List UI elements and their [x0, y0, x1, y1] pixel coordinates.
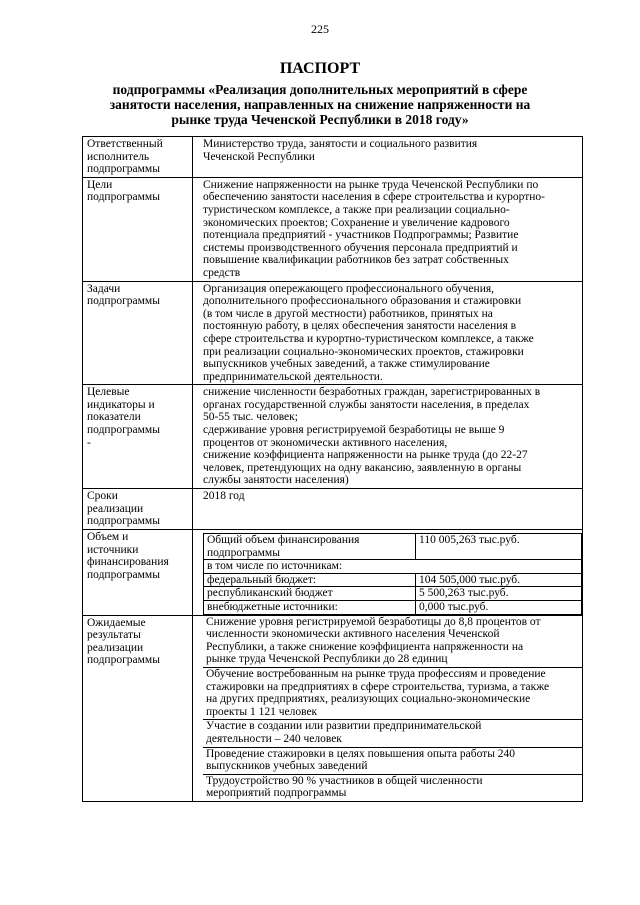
result-text	[203, 774, 582, 801]
label-line: источники	[87, 543, 139, 556]
terms-label	[83, 489, 193, 530]
result-line: рынке труда Чеченской Республики до 28 единиц	[206, 653, 448, 666]
total-label-line: Общий объем финансирования	[207, 534, 360, 547]
source-label: внебюджетные источники:	[204, 601, 416, 615]
passport-table	[82, 136, 583, 802]
label-line: подпрограммы	[87, 191, 160, 204]
financing-value	[193, 530, 583, 616]
value-line: дополнительного профессионального образования и стажировки	[203, 295, 522, 308]
results-label	[83, 615, 193, 801]
result-line: стажировки на предприятиях в сфере строительства, туризма, а также	[206, 680, 550, 693]
value-line: (в том числе в другой местности) работников, принятых на	[203, 307, 493, 320]
result-item	[203, 720, 582, 747]
value-line: процентов от экономически активного населения,	[203, 436, 448, 449]
label-line: Объем и	[87, 531, 129, 544]
row-terms	[83, 489, 583, 530]
financing-label	[83, 530, 193, 616]
value-line: потенциала предприятий - участников Подпрограммы; Развитие	[203, 229, 519, 242]
result-text	[203, 667, 582, 719]
executor-value	[193, 137, 583, 178]
page-number: 225	[311, 22, 329, 36]
label-line: финансирования	[87, 556, 169, 569]
value-line: Министерство труда, занятости и социального развития	[203, 138, 478, 150]
value-line: снижение численности безработных граждан, зарегистрированных в	[203, 386, 541, 399]
value-line: человек, претендующих на одну вакансию, заявленную в органы	[203, 461, 522, 474]
tasks-label	[83, 281, 193, 385]
label-line: -	[87, 436, 91, 449]
result-line: выпускников учебных заведений	[206, 760, 368, 773]
financing-total-row	[204, 534, 582, 560]
result-item	[203, 667, 582, 719]
result-line: Трудоустройство 90 % участников в общей численности	[206, 774, 483, 787]
value-line: сдерживание уровня регистрируемой безработицы не выше 9	[203, 424, 505, 437]
value-line: 50-55 тыс. человек;	[203, 411, 298, 424]
label-line: Сроки	[87, 490, 118, 503]
source-label: федеральный бюджет:	[204, 573, 416, 587]
label-line: подпрограммы	[87, 515, 160, 528]
row-tasks	[83, 281, 583, 385]
label-line: индикаторы и	[87, 398, 155, 411]
result-item	[203, 747, 582, 774]
row-executor	[83, 137, 583, 178]
value-line: при реализации социально-экономических проектов, стажировки	[203, 345, 524, 358]
goals-label	[83, 177, 193, 281]
value-line: службы занятости населения)	[203, 474, 349, 487]
row-goals	[83, 177, 583, 281]
value-line: туристическом комплексе, а также при реализации социально-	[203, 203, 510, 216]
value-line: снижение коэффициента напряженности на рынке труда (до 22-27	[203, 449, 528, 462]
label-line: подпрограммы	[87, 654, 160, 667]
row-financing	[83, 530, 583, 616]
result-line: Участие в создании или развитии предпринимательской	[206, 720, 482, 733]
value-line: Снижение напряженности на рынке труда Чеченской Республики по	[203, 178, 539, 191]
label-line: Задачи	[87, 282, 121, 295]
source-value: 5 500,263 тыс.руб.	[416, 587, 582, 601]
result-line: проекты 1 121 человек	[206, 705, 318, 718]
financing-sources-header-row	[204, 560, 582, 574]
financing-sources-header: в том числе по источникам:	[204, 560, 582, 574]
result-line: Республики, а также снижение коэффициента напряженности на	[206, 640, 524, 653]
label-line: подпрограммы	[87, 424, 160, 437]
label-line: исполнитель	[87, 150, 150, 163]
label-line: Цели	[87, 178, 113, 191]
terms-value: 2018 год	[193, 489, 583, 530]
subtitle-line: подпрограммы «Реализация дополнительных мероприятий в сфере	[112, 82, 528, 97]
indicators-label	[83, 385, 193, 489]
label-line: Ожидаемые	[87, 616, 146, 629]
financing-source-row	[204, 587, 582, 601]
value-line: Организация опережающего профессионального обучения,	[203, 282, 495, 295]
result-line: численности экономически активного населения Чеченской	[206, 628, 500, 641]
financing-source-row	[204, 601, 582, 615]
document-subtitle	[100, 82, 540, 127]
result-line: Снижение уровня регистрируемой безработицы до 8,8 процентов от	[206, 615, 541, 628]
label-line: реализации	[87, 502, 144, 515]
result-line: на других предприятиях, реализующих социально-экономические	[206, 693, 531, 706]
document-title: ПАСПОРТ	[279, 60, 361, 77]
label-line: реализации	[87, 641, 144, 654]
result-line: Обучение востребованным на рынке труда профессиям и проведение	[206, 667, 546, 680]
row-indicators	[83, 385, 583, 489]
results-value	[193, 615, 583, 801]
value-line: средств	[203, 266, 241, 279]
label-line: результаты	[87, 629, 141, 642]
financing-source-row	[204, 573, 582, 587]
result-text	[203, 720, 582, 747]
financing-total-label	[204, 534, 416, 560]
value-line: Чеченской Республики	[203, 150, 315, 163]
value-line: органах государственной службы занятости населения, в пределах	[203, 398, 530, 411]
source-label: республиканский бюджет	[204, 587, 416, 601]
value-line: сфере строительства и курортно-туристическом комплексе, а также	[203, 332, 534, 345]
result-line: деятельности – 240 человек	[206, 732, 342, 745]
result-item	[203, 616, 582, 668]
value-line: экономических проектов; Сохранение и увеличение кадрового	[203, 216, 510, 229]
financing-total-value: 110 005,263 тыс.руб.	[416, 534, 582, 560]
indicators-value	[193, 385, 583, 489]
label-line: показатели	[87, 411, 141, 424]
value-line: обеспечению занятости населения в сфере строительства и курортно-	[203, 191, 545, 204]
results-table	[203, 616, 582, 801]
result-line: Проведение стажировки в целях повышения опыта работы 240	[206, 747, 516, 760]
label-line: подпрограммы	[87, 568, 160, 581]
subtitle-line: рынке труда Чеченской Республики в 2018 году»	[171, 112, 469, 127]
financing-table	[203, 533, 582, 615]
value-line: выпускников учебных заведений, а также стимулирование	[203, 358, 490, 371]
result-line: мероприятий подпрограммы	[206, 787, 347, 800]
label-line: подпрограммы	[87, 163, 160, 176]
label-line: Ответственный	[87, 138, 163, 150]
goals-value	[193, 177, 583, 281]
value-line: предпринимательской деятельности.	[203, 370, 383, 383]
value-line: постоянную работу, в целях обеспечения занятости населения в	[203, 320, 517, 333]
result-item	[203, 774, 582, 801]
subtitle-line: занятости населения, направленных на снижение напряженности на	[109, 97, 531, 112]
total-label-line: подпрограммы	[207, 546, 280, 559]
result-text	[203, 747, 582, 774]
row-results	[83, 615, 583, 801]
executor-label	[83, 137, 193, 178]
value-line: системы производственного обучения персонала предприятий и	[203, 241, 518, 254]
result-text	[203, 616, 582, 668]
value-line: повышение квалификации работников без затрат собственных	[203, 254, 509, 267]
source-value: 104 505,000 тыс.руб.	[416, 573, 582, 587]
label-line: Целевые	[87, 386, 130, 399]
tasks-value	[193, 281, 583, 385]
source-value: 0,000 тыс.руб.	[416, 601, 582, 615]
label-line: подпрограммы	[87, 295, 160, 308]
